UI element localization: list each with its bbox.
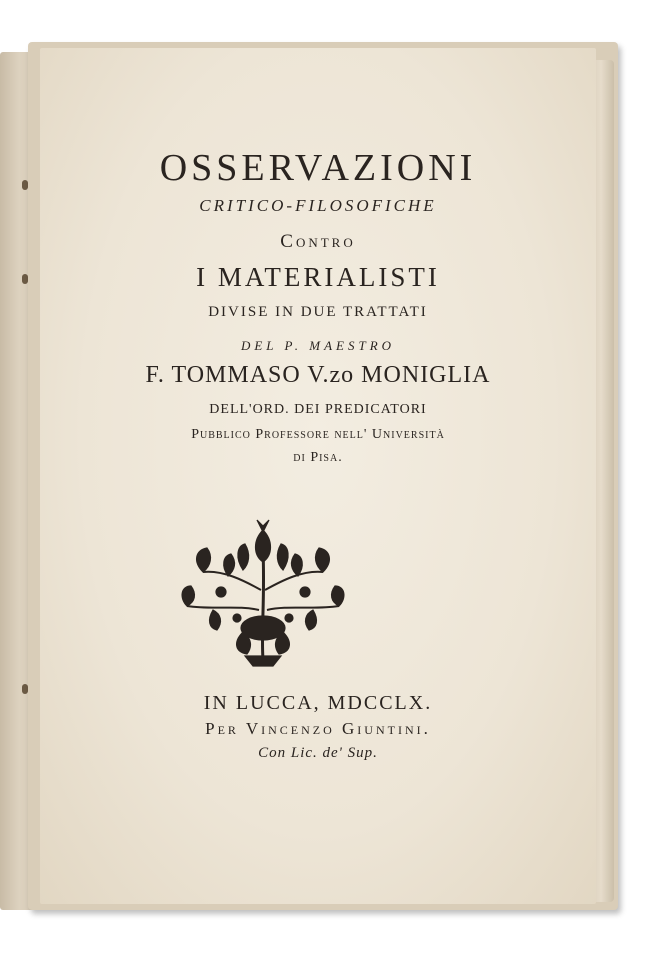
floral-bouquet-icon	[173, 510, 353, 670]
license-text: Con Lic. de' Sup.	[258, 745, 378, 761]
city-text: di Pisa.	[293, 450, 343, 465]
printer-text: Per Vincenzo Giuntini.	[205, 719, 431, 738]
order-text: DELL'ORD. DEI PREDICATORI	[209, 402, 427, 417]
title-page	[40, 48, 596, 904]
author-name: F. TOMMASO V.zo MONIGLIA	[145, 362, 491, 388]
divisions-text: DIVISE IN DUE TRATTATI	[208, 304, 428, 320]
subject-text: I MATERIALISTI	[196, 262, 440, 292]
del-maestro-text: DEL P. MAESTRO	[240, 338, 396, 353]
book-subtitle: CRITICO-FILOSOFICHE	[199, 196, 437, 215]
book-title: OSSERVAZIONI	[159, 147, 477, 189]
imprint-place: IN LUCCA, MDCCLX.	[203, 692, 433, 714]
contro-text: Contro	[280, 231, 356, 252]
position-text: Pubblico Professore nell' Università	[191, 427, 445, 442]
